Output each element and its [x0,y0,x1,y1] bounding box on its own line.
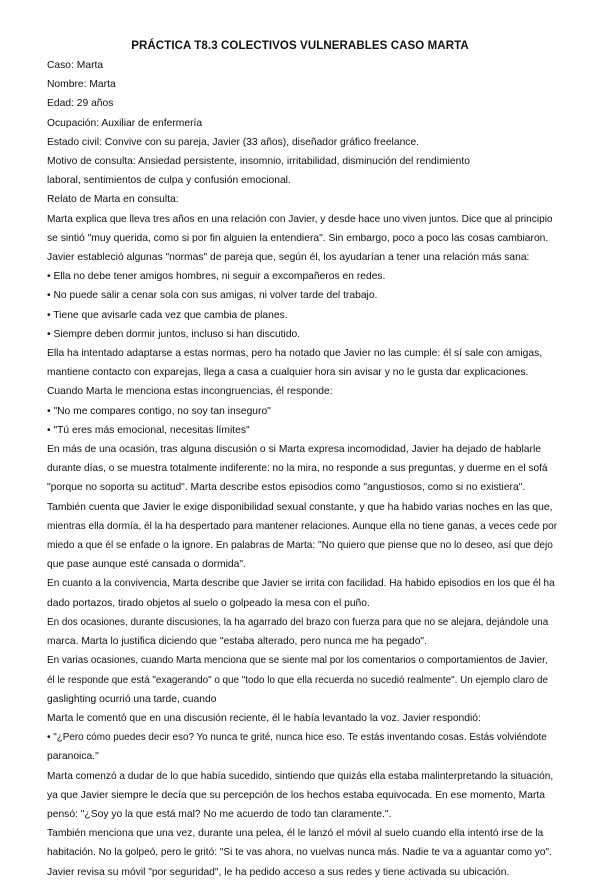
text-line: Marta le comentó que en una discusión reciente, él le había levantado la voz. Javier respondió: [47,712,481,724]
text-line: dado portazos, tirado objetos al suelo o golpeado la mesa con el puño. [47,597,370,609]
text-line: También menciona que una vez, durante una pelea, él le lanzó el móvil al suelo cuando ella intentó irse de la [47,828,544,840]
text-line: mientras ella dormía, él la ha despertado para mantener relaciones. Aunque ella no tiene ganas, a veces cede por [47,520,558,532]
text-line: Relato de Marta en consulta: [47,194,179,206]
text-line: Caso: Marta [47,60,104,71]
text-line: En cuanto a la convivencia, Marta describe que Javier se irrita con facilidad. Ha habido episodios en los que él ha [47,578,555,590]
text-line: Marta explica que lleva tres años en una relación con Javier, y desde hace uno viven juntos. Dice que al principio [47,213,553,225]
document-body [47,57,557,883]
text-line: Nombre: Marta [47,79,116,91]
text-line: gaslighting ocurrió una tarde, cuando [47,693,217,705]
text-line: se sintió "muy querida, como si por fin alguien la entendiera". Sin embargo, poco a poco las cosas cambiaron. [47,232,549,244]
text-line: • "Tú eres más emocional, necesitas límites" [47,424,250,436]
text-line: Marta comenzó a dudar de lo que había sucedido, sintiendo que quizás ella estaba malinterpretando la situación, [47,770,554,782]
text-line: paranoica." [47,751,99,763]
text-line: • Siempre deben dormir juntos, incluso si han discutido. [47,328,301,340]
text-line: • No puede salir a cenar sola con sus amigas, ni volver tarde del trabajo. [47,290,378,302]
text-line: • Tiene que avisarle cada vez que cambia de planes. [47,309,288,321]
text-line: Edad: 29 años [47,98,114,110]
text-line: que pase aunque esté cansada o dormida". [47,559,246,571]
text-line: En dos ocasiones, durante discusiones, la ha agarrado del brazo con fuerza para que no se alejara, dejándole una [47,616,549,628]
text-line: ya que Javier siempre le decía que su percepción de los hechos estaba equivocada. En ese momento, Marta [47,789,545,801]
text-line: pensó: "¿Soy yo la que está mal? No me acuerdo de todo tan claramente.". [47,808,392,820]
text-line: En varias ocasiones, cuando Marta menciona que se siente mal por los comentarios o comportamientos de Javier, [47,655,548,667]
text-line: Ella ha intentado adaptarse a estas normas, pero ha notado que Javier no las cumple: él sí sale con amigas, [47,348,543,360]
text-line: marca. Marta lo justifica diciendo que "estaba alterado, pero nunca me ha pegado". [47,636,427,648]
text-line: En más de una ocasión, tras alguna discusión o si Marta expresa incomodidad, Javier ha dejado de hablarle [47,444,541,456]
text-line: miedo a que él se enfade o la ignore. En palabras de Marta: "No quiero que piense que no lo deseo, así que dejo [47,540,553,552]
document-title: PRÁCTICA T8.3 COLECTIVOS VULNERABLES CASO MARTA [131,40,469,52]
text-line: Estado civil: Convive con su pareja, Javier (33 años), diseñador gráfico freelance. [47,136,420,148]
text-line: Javier estableció algunas "normas" de pareja que, según él, los ayudarían a tener una relación más sana: [47,252,530,264]
text-line: Motivo de consulta: Ansiedad persistente, insomnio, irritabilidad, disminución del rendimiento [47,156,470,168]
text-line: habitación. No la golpeó, pero le gritó: "Si te vas ahora, no vuelvas nunca más. Nadie te va a aguantar como yo". [47,847,552,859]
text-line: • "No me compares contigo, no soy tan inseguro" [47,405,271,417]
text-line: Javier revisa su móvil "por seguridad", le ha pedido acceso a sus redes y tiene activada su ubicación. [47,866,510,878]
text-line: Cuando Marta le menciona estas incongruencias, él responde: [47,386,333,398]
text-line: Ocupación: Auxiliar de enfermería [47,117,203,129]
text-line: laboral, sentimientos de culpa y confusión emocional. [47,175,291,187]
text-line: durante días, o se muestra totalmente indiferente: no la mira, no responde a sus preguntas, y duerme en el sofá [47,463,548,475]
text-line: • "¿Pero cómo puedes decir eso? Yo nunca te grité, nunca hice eso. Te estás inventando cosas. Estás volviéndote [47,732,547,744]
text-line: "porque no soporta su actitud". Marta describe estos episodios como "angustiosos, como si no existiera". [47,482,526,494]
text-line: mantiene contacto con exparejas, llega a casa a cualquier hora sin avisar y no le gusta dar explicaciones. [47,367,529,379]
text-line: También cuenta que Javier le exige disponibilidad sexual constante, y que ha habido varias noches en las que, [47,501,553,513]
text-line: él le responde que está "exagerando" o que "todo lo que ella recuerda no sucedió realmente". Un ejemplo claro de [47,674,548,686]
text-line: • Ella no debe tener amigos hombres, ni seguir a excompañeros en redes. [47,271,386,283]
